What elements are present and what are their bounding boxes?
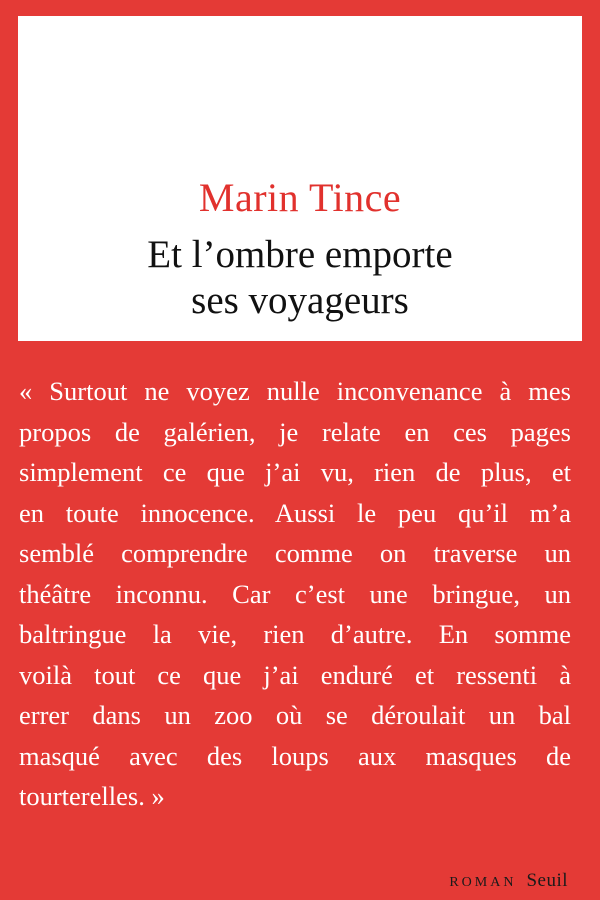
publisher-name: Seuil xyxy=(526,870,568,891)
blurb-line: en toute innocence. Aussi le peu qu’il m’a xyxy=(19,497,571,528)
blurb-line: simplement ce que j’ai vu, rien de plus, et xyxy=(19,457,571,487)
publisher-imprint xyxy=(449,870,568,892)
blurb-line: errer dans un zoo où se déroulait un bal xyxy=(19,700,571,730)
blurb-line: propos de galérien, je relate en ces pages xyxy=(19,416,571,447)
title-line-1: Et l’ombre emporte xyxy=(147,233,453,276)
blurb-line: voilà tout ce que j’ai enduré et ressenti à xyxy=(19,659,571,690)
blurb-line: « Surtout ne voyez nulle inconvenance à mes xyxy=(19,376,571,406)
blurb-line: tourterelles. » xyxy=(19,781,165,811)
author-name: Marin Tince xyxy=(198,175,402,220)
genre-label: ROMAN xyxy=(449,875,517,890)
blurb-line: semblé comprendre comme on traverse un xyxy=(19,538,571,568)
book-title xyxy=(0,232,600,324)
title-line-2: ses voyageurs xyxy=(191,279,409,322)
blurb-line: théâtre inconnu. Car c’est une bringue, un xyxy=(19,578,571,609)
blurb-line: baltringue la vie, rien d’autre. En somme xyxy=(19,619,571,649)
back-blurb xyxy=(0,371,600,817)
blurb-line: masqué avec des loups aux masques de xyxy=(19,740,571,771)
